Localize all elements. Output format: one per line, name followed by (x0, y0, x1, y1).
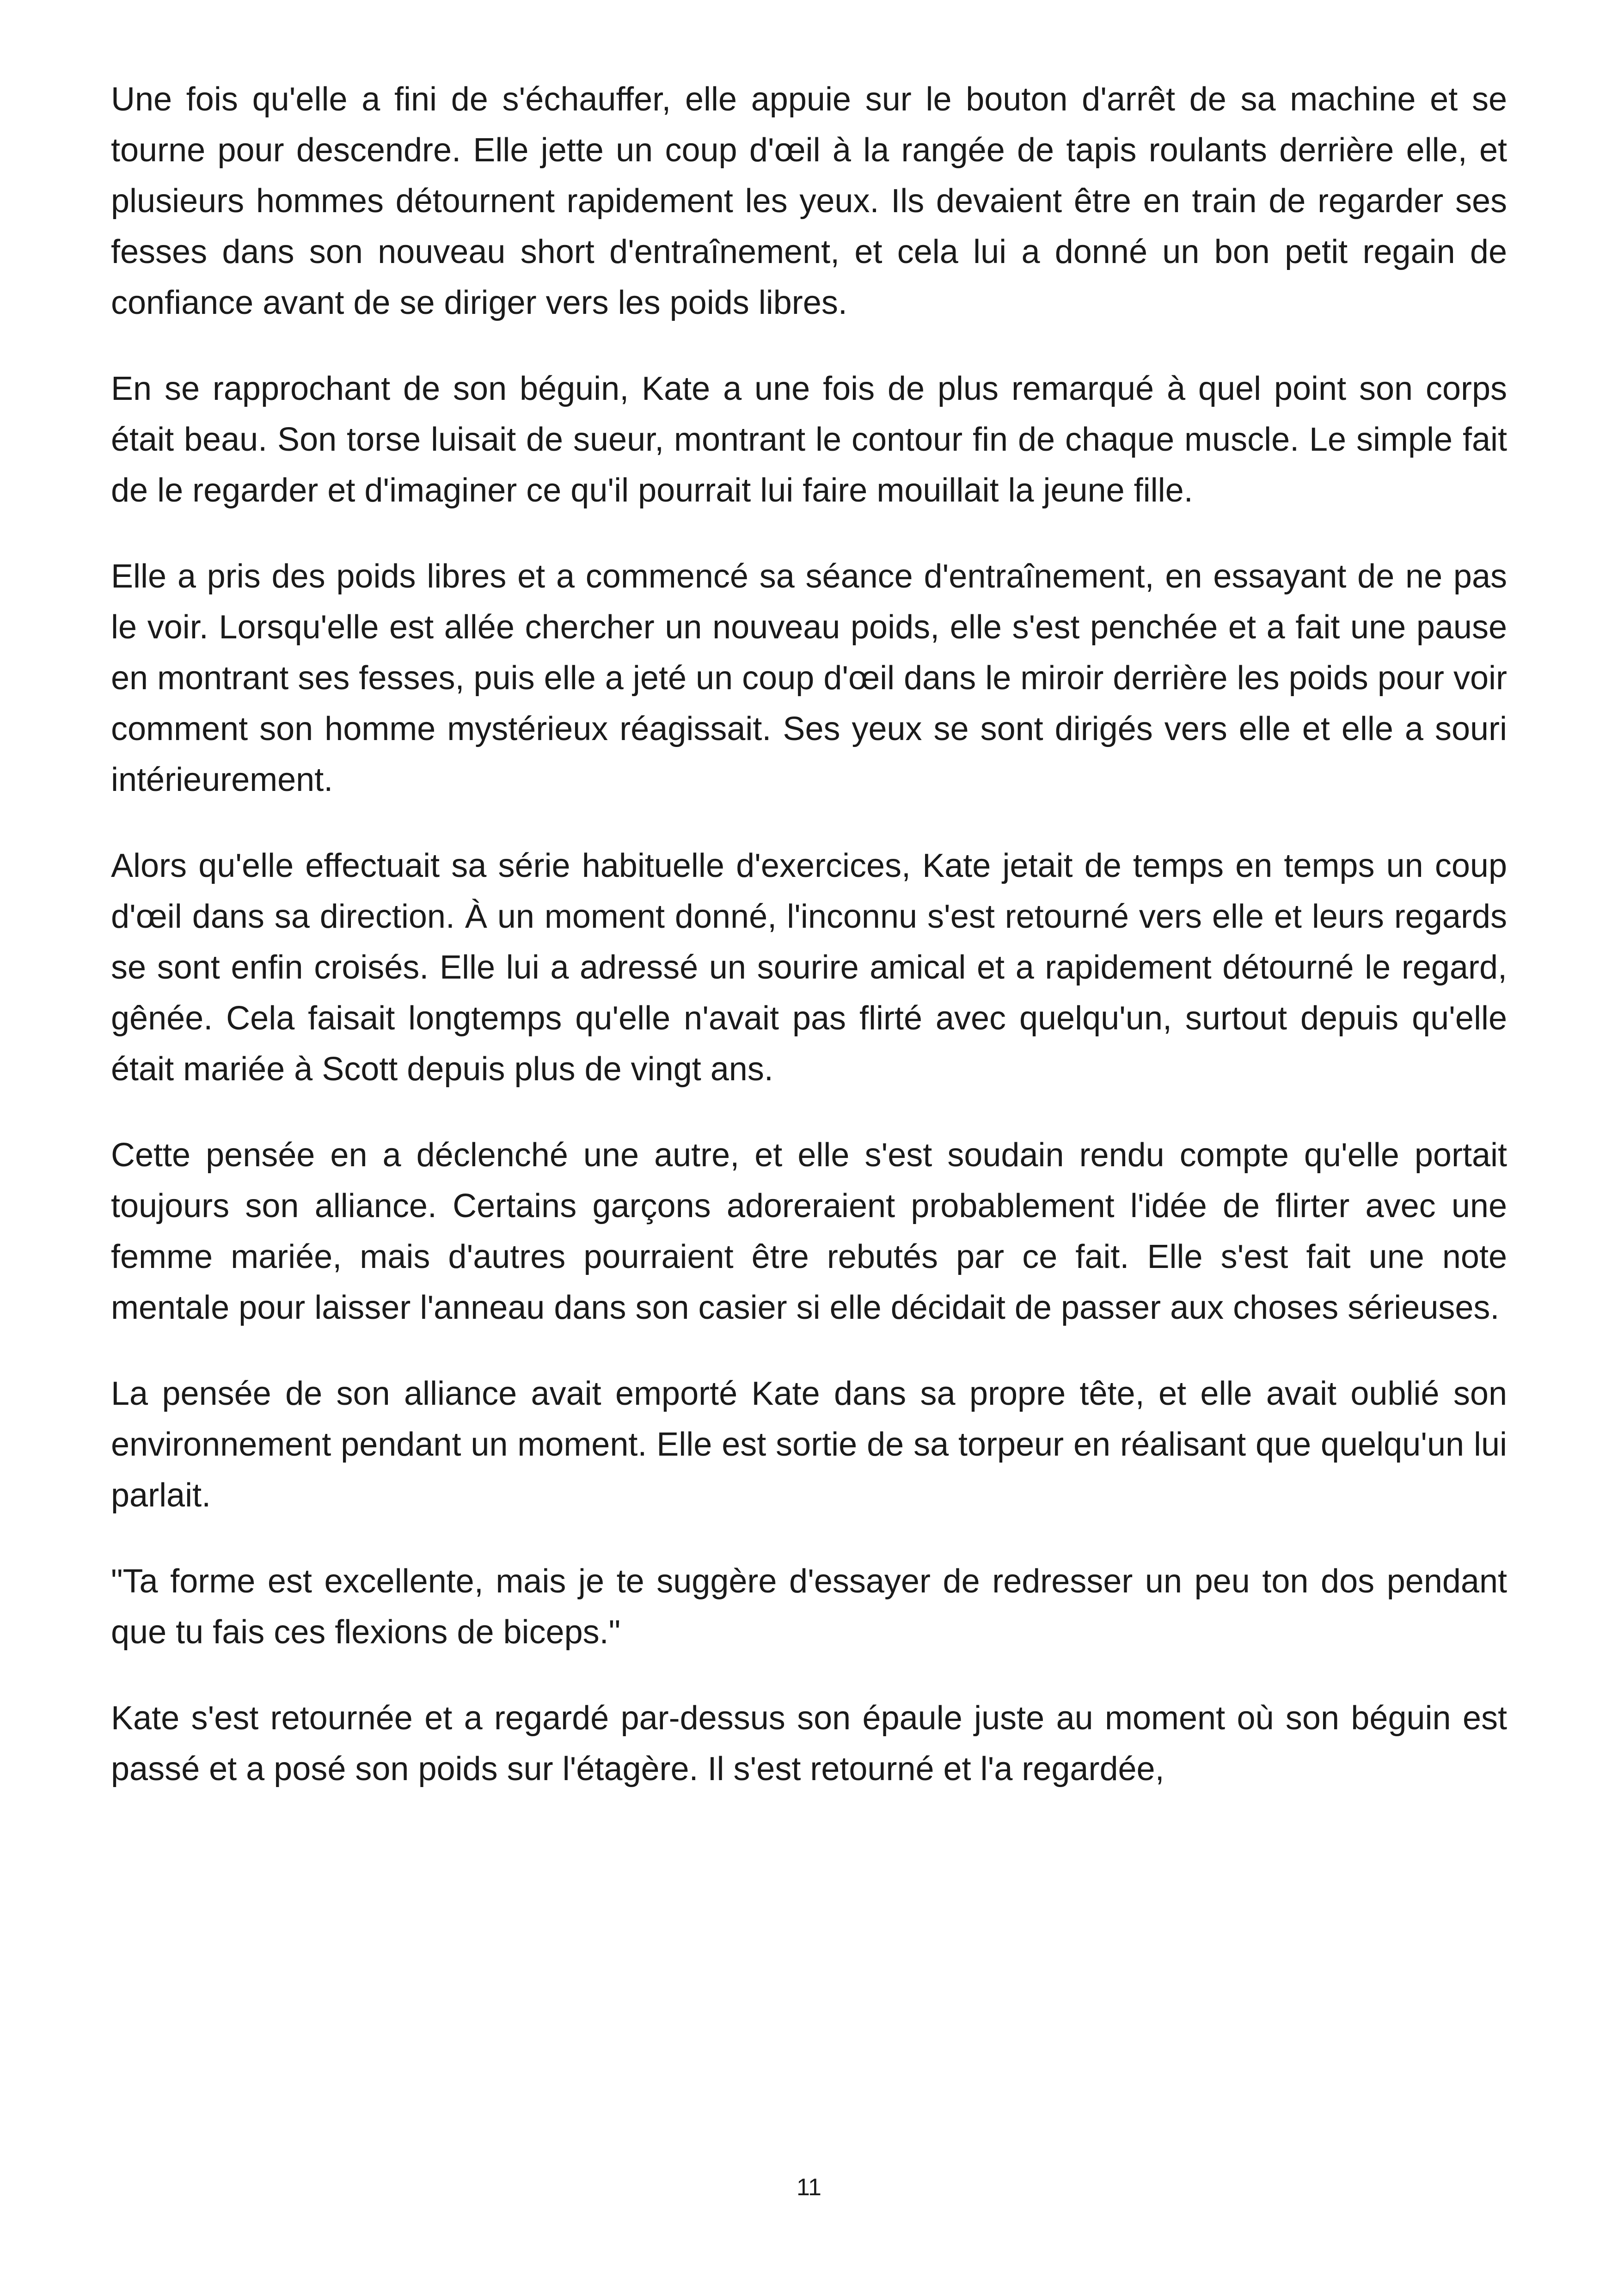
paragraph-3: Elle a pris des poids libres et a commencé sa séance d'entraînement, en essayant de ne pas le voir. Lorsqu'elle est allée chercher un nouveau poids, elle s'est penchée et a fait une pause en montrant ses fesses, puis elle a jeté un coup d'œil dans le miroir derrière les poids pour voir comment son homme mystérieux réagissait. Ses yeux se sont dirigés vers elle et elle a souri intérieurement. (111, 558, 1507, 798)
paragraph-2: En se rapprochant de son béguin, Kate a une fois de plus remarqué à quel point son corps était beau. Son torse luisait de sueur, montrant le contour fin de chaque muscle. Le simple fait de le regarder et d'imaginer ce qu'il pourrait lui faire mouillait la jeune fille. (111, 370, 1507, 509)
paragraph-4: Alors qu'elle effectuait sa série habituelle d'exercices, Kate jetait de temps en temps un coup d'œil dans sa direction. À un moment donné, l'inconnu s'est retourné vers elle et leurs regards se sont enfin croisés. Elle lui a adressé un sourire amical et a rapidement détourné le regard, gênée. Cela faisait longtemps qu'elle n'avait pas flirté avec quelqu'un, surtout depuis qu'elle était mariée à Scott depuis plus de vingt ans. (111, 847, 1507, 1088)
paragraph-7: "Ta forme est excellente, mais je te suggère d'essayer de redresser un peu ton dos pendant que tu fais ces flexions de biceps." (111, 1563, 1507, 1651)
paragraph-8: Kate s'est retournée et a regardé par-dessus son épaule juste au moment où son béguin est passé et a posé son poids sur l'étagère. Il s'est retourné et l'a regardée, (111, 1700, 1507, 1788)
body-text (111, 74, 1507, 1830)
paragraph-5: Cette pensée en a déclenché une autre, et elle s'est soudain rendu compte qu'elle portait toujours son alliance. Certains garçons adoreraient probablement l'idée de flirter avec une femme mariée, mais d'autres pourraient être rebutés par ce fait. Elle s'est fait une note mentale pour laisser l'anneau dans son casier si elle décidait de passer aux choses sérieuses. (111, 1137, 1507, 1326)
paragraph-1: Une fois qu'elle a fini de s'échauffer, elle appuie sur le bouton d'arrêt de sa machine et se tourne pour descendre. Elle jette un coup d'œil à la rangée de tapis roulants derrière elle, et plusieurs hommes détournent rapidement les yeux. Ils devaient être en train de regarder ses fesses dans son nouveau short d'entraînement, et cela lui a donné un bon petit regain de confiance avant de se diriger vers les poids libres. (111, 81, 1507, 321)
page-number: 11 (797, 2174, 821, 2201)
paragraph-6: La pensée de son alliance avait emporté Kate dans sa propre tête, et elle avait oublié son environnement pendant un moment. Elle est sortie de sa torpeur en réalisant que quelqu'un lui parlait. (111, 1375, 1507, 1514)
